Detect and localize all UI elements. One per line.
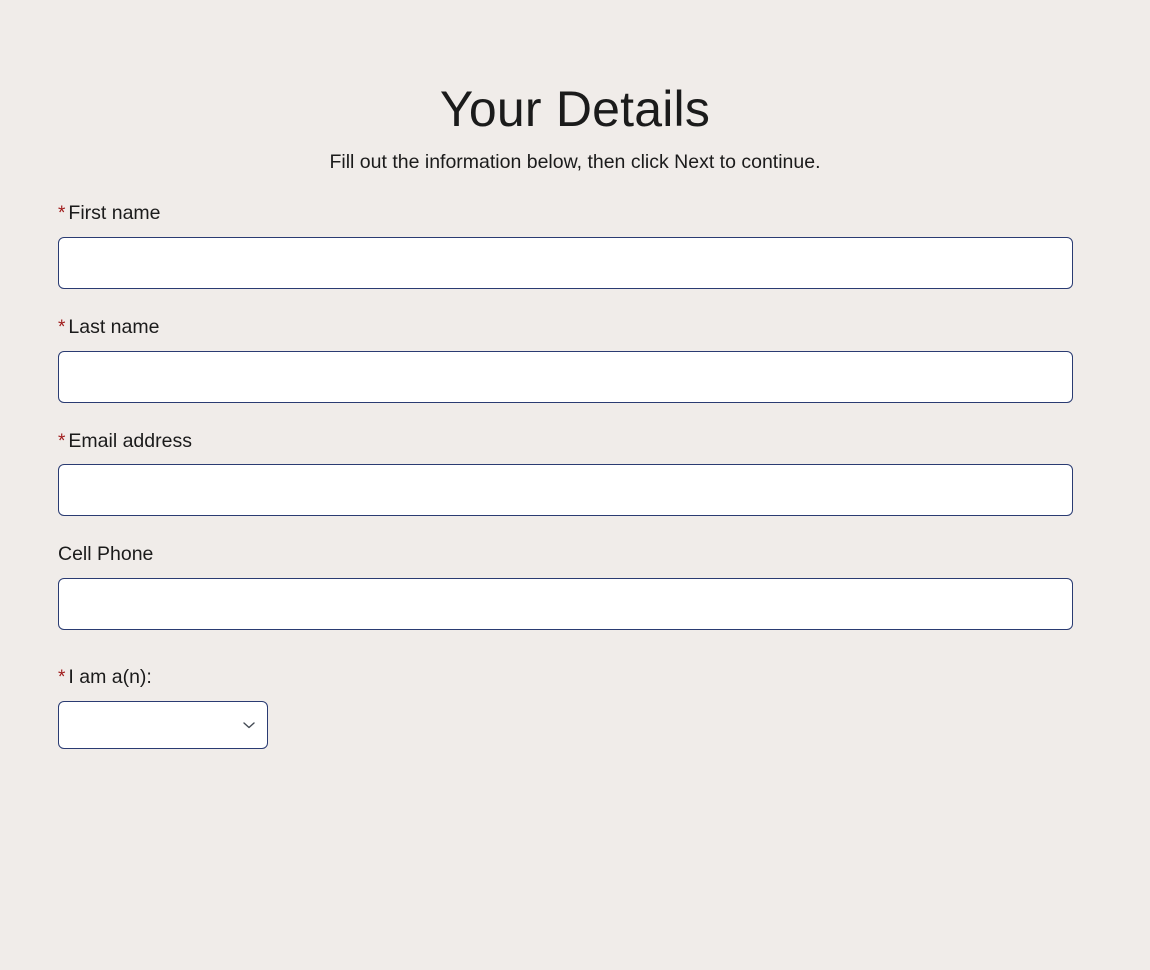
email-address-label-text: Email address bbox=[68, 429, 192, 452]
last-name-input[interactable] bbox=[58, 351, 1073, 403]
last-name-label-text: Last name bbox=[68, 315, 160, 338]
i-am-a-label bbox=[58, 666, 1092, 690]
i-am-a-label-text: I am a(n): bbox=[68, 665, 152, 688]
field-email-address bbox=[58, 430, 1092, 517]
page-title: Your Details bbox=[439, 81, 711, 137]
cell-phone-label bbox=[58, 543, 1092, 566]
field-cell-phone bbox=[58, 543, 1092, 629]
page-subtitle: Fill out the information below, then click Next to continue. bbox=[329, 151, 821, 173]
field-first-name bbox=[58, 202, 1092, 289]
required-marker: * bbox=[58, 316, 66, 338]
first-name-input[interactable] bbox=[58, 237, 1073, 289]
cell-phone-label-text: Cell Phone bbox=[58, 543, 154, 566]
last-name-label bbox=[58, 316, 1092, 340]
page-header bbox=[0, 0, 1150, 174]
i-am-a-select[interactable] bbox=[58, 701, 268, 749]
first-name-label-text: First name bbox=[68, 202, 161, 224]
required-marker: * bbox=[58, 430, 66, 452]
first-name-label bbox=[58, 202, 1092, 226]
field-i-am-a bbox=[58, 666, 1092, 749]
cell-phone-input[interactable] bbox=[58, 578, 1073, 630]
email-address-input[interactable] bbox=[58, 464, 1073, 516]
email-address-label bbox=[58, 430, 1092, 454]
required-marker: * bbox=[58, 666, 66, 688]
field-last-name bbox=[58, 316, 1092, 403]
details-form bbox=[0, 202, 1150, 749]
i-am-a-select-wrapper bbox=[58, 701, 268, 749]
required-marker: * bbox=[58, 203, 66, 224]
